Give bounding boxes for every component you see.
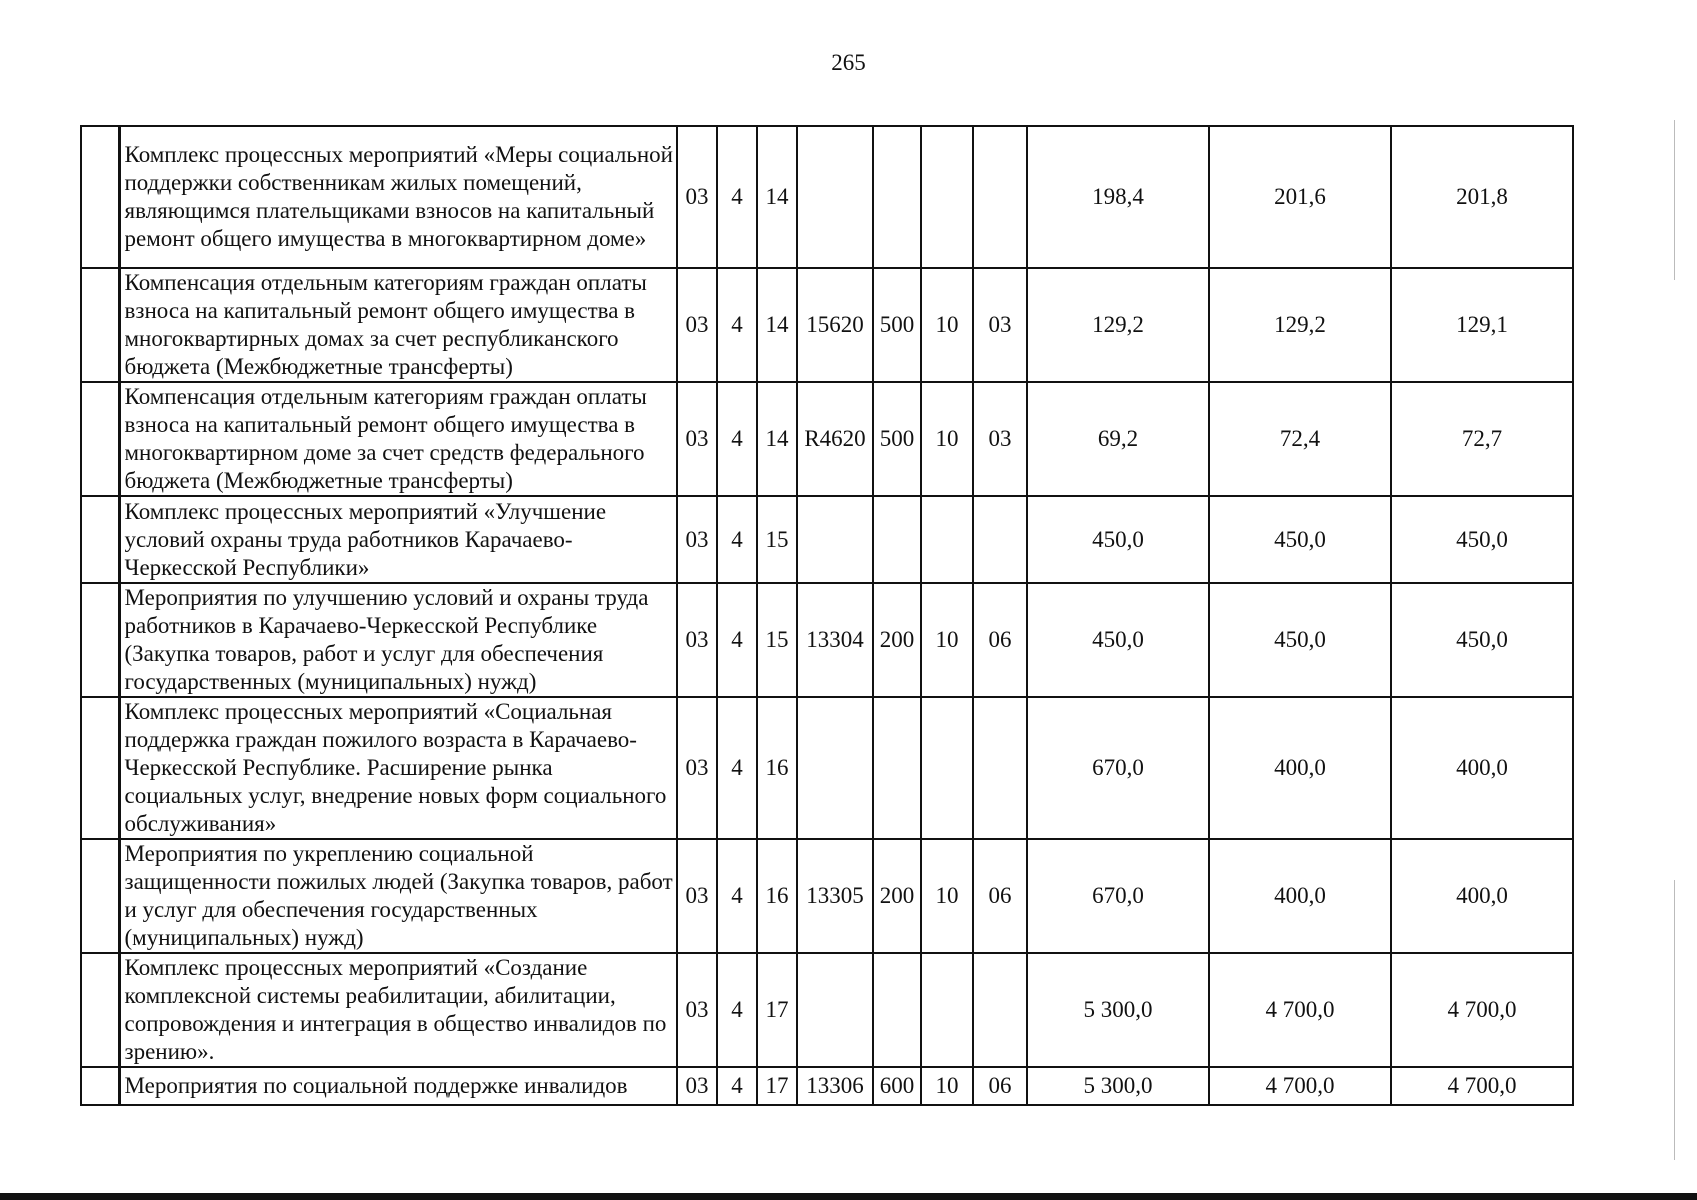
code-expense-type: [873, 953, 921, 1067]
code-section: 10: [921, 839, 973, 953]
page-number: 265: [831, 50, 866, 75]
budget-table: [80, 125, 1574, 1106]
row-name: Комплекс процессных мероприятий «Улучшение условий охраны труда работников Карачаево-Черкесской Республики»: [119, 496, 677, 583]
code-direction: [797, 126, 873, 268]
code-expense-type: 600: [873, 1067, 921, 1105]
row-name: Компенсация отдельным категориям граждан оплаты взноса на капитальный ремонт общего имущества в многоквартирном доме за счет средств федерального бюджета (Межбюджетные трансферты): [119, 382, 677, 496]
code-section: 10: [921, 583, 973, 697]
value-year-3: 201,8: [1391, 126, 1573, 268]
code-section: [921, 697, 973, 839]
code-program: 03: [677, 839, 717, 953]
value-year-3: 4 700,0: [1391, 1067, 1573, 1105]
value-year-1: 198,4: [1027, 126, 1209, 268]
table-row: [81, 953, 1573, 1067]
code-complex: 16: [757, 697, 797, 839]
code-expense-type: [873, 496, 921, 583]
code-subprogram: 4: [717, 126, 757, 268]
code-section: 10: [921, 382, 973, 496]
row-number: [81, 268, 119, 382]
code-expense-type: 500: [873, 268, 921, 382]
code-expense-type: 200: [873, 583, 921, 697]
code-direction: 13306: [797, 1067, 873, 1105]
code-complex: 14: [757, 382, 797, 496]
value-year-1: 5 300,0: [1027, 1067, 1209, 1105]
scan-edge-mark: [1674, 880, 1675, 1160]
code-program: 03: [677, 126, 717, 268]
code-subprogram: 4: [717, 839, 757, 953]
value-year-3: 450,0: [1391, 583, 1573, 697]
table-row: [81, 126, 1573, 268]
row-number: [81, 496, 119, 583]
code-direction: 15620: [797, 268, 873, 382]
value-year-1: 450,0: [1027, 583, 1209, 697]
value-year-3: 450,0: [1391, 496, 1573, 583]
row-number: [81, 839, 119, 953]
row-number: [81, 953, 119, 1067]
value-year-1: 670,0: [1027, 839, 1209, 953]
row-name: Комплекс процессных мероприятий «Меры социальной поддержки собственникам жилых помещений, являющимся плательщиками взносов на капитальный ремонт общего имущества в многоквартирном доме»: [119, 126, 677, 268]
code-subsection: 03: [973, 382, 1027, 496]
value-year-2: 72,4: [1209, 382, 1391, 496]
code-complex: 15: [757, 583, 797, 697]
table-row: [81, 1067, 1573, 1105]
code-direction: 13305: [797, 839, 873, 953]
code-expense-type: [873, 126, 921, 268]
code-section: [921, 126, 973, 268]
code-section: [921, 496, 973, 583]
code-subsection: 06: [973, 839, 1027, 953]
table-row: [81, 382, 1573, 496]
value-year-3: 129,1: [1391, 268, 1573, 382]
value-year-3: 400,0: [1391, 697, 1573, 839]
scan-edge-mark: [1674, 120, 1675, 280]
code-program: 03: [677, 953, 717, 1067]
row-name: Компенсация отдельным категориям граждан оплаты взноса на капитальный ремонт общего имущества в многоквартирных домах за счет республиканского бюджета (Межбюджетные трансферты): [119, 268, 677, 382]
code-complex: 16: [757, 839, 797, 953]
code-subsection: [973, 496, 1027, 583]
table-row: [81, 496, 1573, 583]
code-expense-type: [873, 697, 921, 839]
table-row: [81, 697, 1573, 839]
code-subsection: [973, 126, 1027, 268]
value-year-1: 69,2: [1027, 382, 1209, 496]
code-section: [921, 953, 973, 1067]
row-number: [81, 1067, 119, 1105]
code-subprogram: 4: [717, 382, 757, 496]
value-year-3: 400,0: [1391, 839, 1573, 953]
row-number: [81, 382, 119, 496]
code-subprogram: 4: [717, 268, 757, 382]
row-name: Комплекс процессных мероприятий «Социальная поддержка граждан пожилого возраста в Карачаево-Черкесской Республике. Расширение рынка социальных услуг, внедрение новых форм социального обслуживания»: [119, 697, 677, 839]
table-row: [81, 839, 1573, 953]
code-subsection: 06: [973, 1067, 1027, 1105]
value-year-3: 72,7: [1391, 382, 1573, 496]
value-year-2: 400,0: [1209, 839, 1391, 953]
value-year-1: 129,2: [1027, 268, 1209, 382]
code-expense-type: 200: [873, 839, 921, 953]
code-program: 03: [677, 1067, 717, 1105]
value-year-2: 4 700,0: [1209, 953, 1391, 1067]
code-subprogram: 4: [717, 583, 757, 697]
code-program: 03: [677, 496, 717, 583]
code-subprogram: 4: [717, 697, 757, 839]
code-subprogram: 4: [717, 496, 757, 583]
code-subprogram: 4: [717, 1067, 757, 1105]
value-year-3: 4 700,0: [1391, 953, 1573, 1067]
value-year-2: 450,0: [1209, 583, 1391, 697]
code-subsection: [973, 697, 1027, 839]
code-subsection: 06: [973, 583, 1027, 697]
row-name: Мероприятия по улучшению условий и охраны труда работников в Карачаево-Черкесской Республике (Закупка товаров, работ и услуг для обеспечения государственных (муниципальных) нужд): [119, 583, 677, 697]
code-complex: 15: [757, 496, 797, 583]
code-direction: [797, 953, 873, 1067]
code-complex: 17: [757, 953, 797, 1067]
table-row: [81, 268, 1573, 382]
value-year-2: 4 700,0: [1209, 1067, 1391, 1105]
code-direction: R4620: [797, 382, 873, 496]
code-direction: [797, 496, 873, 583]
code-section: 10: [921, 268, 973, 382]
code-direction: 13304: [797, 583, 873, 697]
value-year-1: 450,0: [1027, 496, 1209, 583]
value-year-2: 450,0: [1209, 496, 1391, 583]
code-expense-type: 500: [873, 382, 921, 496]
row-name: Мероприятия по укреплению социальной защищенности пожилых людей (Закупка товаров, работ и услуг для обеспечения государственных (муниципальных) нужд): [119, 839, 677, 953]
row-name: Комплекс процессных мероприятий «Создание комплексной системы реабилитации, абилитации, сопровождения и интеграция в общество инвалидов по зрению».: [119, 953, 677, 1067]
code-complex: 17: [757, 1067, 797, 1105]
code-direction: [797, 697, 873, 839]
code-complex: 14: [757, 268, 797, 382]
code-section: 10: [921, 1067, 973, 1105]
row-number: [81, 583, 119, 697]
value-year-2: 129,2: [1209, 268, 1391, 382]
code-program: 03: [677, 268, 717, 382]
value-year-2: 400,0: [1209, 697, 1391, 839]
code-program: 03: [677, 382, 717, 496]
code-complex: 14: [757, 126, 797, 268]
value-year-2: 201,6: [1209, 126, 1391, 268]
code-subprogram: 4: [717, 953, 757, 1067]
row-name: Мероприятия по социальной поддержке инвалидов: [119, 1067, 677, 1105]
table-row: [81, 583, 1573, 697]
row-number: [81, 697, 119, 839]
code-program: 03: [677, 583, 717, 697]
value-year-1: 670,0: [1027, 697, 1209, 839]
scan-bottom-bar: [0, 1193, 1697, 1200]
value-year-1: 5 300,0: [1027, 953, 1209, 1067]
row-number: [81, 126, 119, 268]
code-program: 03: [677, 697, 717, 839]
code-subsection: 03: [973, 268, 1027, 382]
code-subsection: [973, 953, 1027, 1067]
